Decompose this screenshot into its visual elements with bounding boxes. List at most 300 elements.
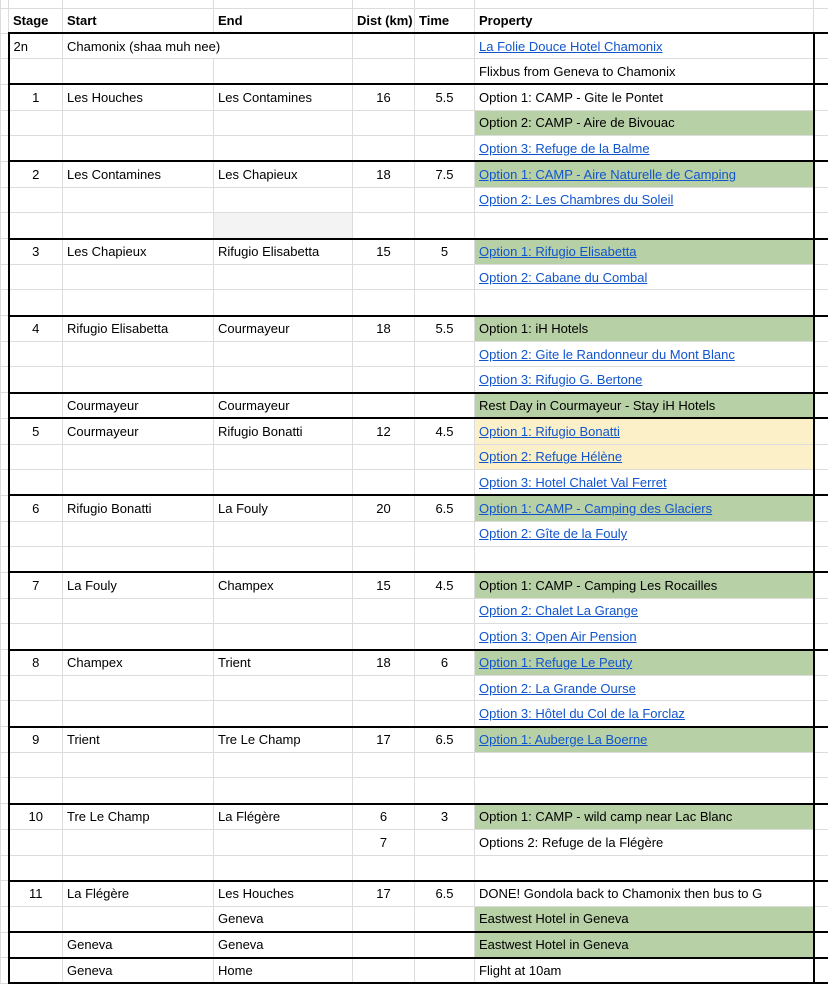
header-stage[interactable]: Stage: [9, 8, 63, 33]
cell-time[interactable]: [415, 598, 475, 624]
cell-time[interactable]: [415, 829, 475, 855]
cell-start[interactable]: [63, 598, 214, 624]
cell-time[interactable]: [415, 136, 475, 162]
table-row: [1, 495, 828, 521]
cell-start[interactable]: [63, 778, 214, 804]
cell-end[interactable]: Tre Le Champ: [214, 727, 353, 753]
property-link[interactable]: Option 3: Hotel Chalet Val Ferret: [479, 474, 667, 490]
cell-start[interactable]: [63, 906, 214, 932]
cell-property[interactable]: [475, 650, 814, 676]
cell-property[interactable]: [475, 624, 814, 650]
cell-end[interactable]: [214, 444, 353, 470]
cell-dist[interactable]: [353, 624, 415, 650]
cell-time[interactable]: [415, 341, 475, 367]
cell-end[interactable]: [214, 264, 353, 290]
row-margin-cell: [1, 444, 9, 470]
cell-property[interactable]: [475, 495, 814, 521]
cell-property[interactable]: [475, 239, 814, 265]
cell-stage[interactable]: [9, 393, 63, 419]
property-link[interactable]: Option 2: Gite le Randonneur du Mont Blanc: [479, 346, 735, 362]
cell-end[interactable]: [214, 778, 353, 804]
table-row: [1, 393, 828, 419]
cell-dist[interactable]: 18: [353, 650, 415, 676]
cell-stage[interactable]: [9, 855, 63, 881]
cell-time[interactable]: 3: [415, 804, 475, 830]
cell-time[interactable]: [415, 855, 475, 881]
cell-stage[interactable]: 2n: [9, 33, 63, 59]
row-margin-cell: [1, 495, 9, 521]
cell-end[interactable]: Rifugio Bonatti: [214, 418, 353, 444]
cell-time[interactable]: 4.5: [415, 572, 475, 598]
cell-dist[interactable]: [353, 341, 415, 367]
cell-dist[interactable]: 18: [353, 316, 415, 342]
cell-property[interactable]: [475, 444, 814, 470]
cell-end[interactable]: [214, 213, 353, 239]
property-link[interactable]: Option 3: Open Air Pension: [479, 628, 637, 644]
table-row: [1, 264, 828, 290]
cell-stage[interactable]: 10: [9, 804, 63, 830]
property-link[interactable]: Option 2: Les Chambres du Soleil: [479, 192, 674, 208]
clipped-cell: [353, 0, 415, 8]
table-row: [1, 341, 828, 367]
cell-dist[interactable]: 15: [353, 239, 415, 265]
cell-time[interactable]: [415, 752, 475, 778]
cell-end[interactable]: [214, 521, 353, 547]
cell-start[interactable]: Geneva: [63, 932, 214, 958]
cell-start[interactable]: Rifugio Elisabetta: [63, 316, 214, 342]
cell-stage[interactable]: [9, 752, 63, 778]
cell-property[interactable]: [475, 572, 814, 598]
cell-dist[interactable]: [353, 264, 415, 290]
cell-end[interactable]: La Fouly: [214, 495, 353, 521]
cell-time[interactable]: [415, 521, 475, 547]
cell-time[interactable]: [415, 59, 475, 85]
cell-start[interactable]: [63, 855, 214, 881]
cell-stage[interactable]: 4: [9, 316, 63, 342]
row-margin-cell: [1, 650, 9, 676]
cell-end[interactable]: Champex: [214, 572, 353, 598]
cell-dist[interactable]: [353, 444, 415, 470]
cell-stage[interactable]: 9: [9, 727, 63, 753]
cell-dist[interactable]: [353, 393, 415, 419]
cell-dist[interactable]: [353, 932, 415, 958]
row-margin-cell: [814, 855, 828, 881]
table-row: [1, 213, 828, 239]
cell-time[interactable]: [415, 701, 475, 727]
header-dist[interactable]: Dist (km): [353, 8, 415, 33]
cell-dist[interactable]: [353, 290, 415, 316]
cell-start[interactable]: [63, 547, 214, 573]
cell-start[interactable]: [63, 752, 214, 778]
header-margin-cell: [814, 8, 828, 33]
row-margin-cell: [814, 547, 828, 573]
cell-start[interactable]: [63, 213, 214, 239]
cell-property[interactable]: [475, 521, 814, 547]
cell-time[interactable]: [415, 547, 475, 573]
cell-stage[interactable]: [9, 341, 63, 367]
cell-dist[interactable]: 12: [353, 418, 415, 444]
cell-dist[interactable]: 16: [353, 84, 415, 110]
header-start[interactable]: Start: [63, 8, 214, 33]
cell-time[interactable]: 5.5: [415, 84, 475, 110]
cell-time[interactable]: [415, 187, 475, 213]
cell-dist[interactable]: [353, 59, 415, 85]
property-link[interactable]: Option 2: Chalet La Grange: [479, 603, 638, 619]
cell-dist[interactable]: [353, 521, 415, 547]
cell-stage[interactable]: [9, 778, 63, 804]
cell-dist[interactable]: [353, 701, 415, 727]
property-link[interactable]: Option 1: CAMP - Aire Naturelle de Camping: [479, 167, 736, 183]
property-link[interactable]: Option 2: Gîte de la Fouly: [479, 526, 628, 542]
table-row: [1, 59, 828, 85]
row-margin-cell: [1, 675, 9, 701]
cell-stage[interactable]: [9, 290, 63, 316]
cell-end[interactable]: Geneva: [214, 932, 353, 958]
property-link[interactable]: Option 1: Auberge La Boerne: [479, 732, 648, 748]
clipped-cell: [475, 0, 814, 8]
cell-start[interactable]: Les Houches: [63, 84, 214, 110]
cell-start[interactable]: [63, 187, 214, 213]
cell-start[interactable]: [63, 624, 214, 650]
cell-end[interactable]: [214, 547, 353, 573]
property-link[interactable]: Option 1: Refuge Le Peuty: [479, 655, 633, 671]
cell-start[interactable]: Champex: [63, 650, 214, 676]
cell-time[interactable]: [415, 778, 475, 804]
table-row: [1, 701, 828, 727]
cell-property[interactable]: [475, 84, 814, 110]
row-margin-cell: [814, 264, 828, 290]
cell-dist[interactable]: [353, 470, 415, 496]
row-margin-cell: [814, 727, 828, 753]
cell-start[interactable]: [63, 470, 214, 496]
cell-stage[interactable]: [9, 59, 63, 85]
row-margin-cell: [814, 316, 828, 342]
header-property[interactable]: Property: [475, 8, 814, 33]
cell-stage[interactable]: 2: [9, 161, 63, 187]
row-margin-cell: [1, 187, 9, 213]
cell-dist[interactable]: 6: [353, 804, 415, 830]
cell-dist[interactable]: 17: [353, 727, 415, 753]
cell-time[interactable]: [415, 213, 475, 239]
cell-dist[interactable]: [353, 547, 415, 573]
cell-start[interactable]: [63, 264, 214, 290]
row-margin-cell: [814, 521, 828, 547]
cell-stage[interactable]: 6: [9, 495, 63, 521]
row-margin-cell: [1, 829, 9, 855]
property-link[interactable]: Option 1: CAMP - Camping des Glaciers: [479, 500, 713, 516]
cell-dist[interactable]: [353, 33, 415, 59]
cell-stage[interactable]: [9, 213, 63, 239]
cell-end[interactable]: [214, 136, 353, 162]
row-margin-cell: [814, 958, 828, 984]
cell-end[interactable]: [214, 598, 353, 624]
row-margin-cell: [1, 701, 9, 727]
property-link[interactable]: Option 1: Rifugio Elisabetta: [479, 244, 637, 260]
cell-stage[interactable]: [9, 470, 63, 496]
cell-dist[interactable]: [353, 778, 415, 804]
row-margin-cell: [1, 855, 9, 881]
cell-start[interactable]: [63, 59, 214, 85]
cell-property[interactable]: [475, 675, 814, 701]
cell-stage[interactable]: [9, 675, 63, 701]
cell-end[interactable]: Home: [214, 958, 353, 984]
cell-start[interactable]: Courmayeur: [63, 393, 214, 419]
cell-start[interactable]: [63, 136, 214, 162]
cell-start[interactable]: Rifugio Bonatti: [63, 495, 214, 521]
cell-dist[interactable]: 17: [353, 881, 415, 907]
property-text: Options 2: Refuge de la Flégère: [479, 834, 664, 850]
cell-end[interactable]: Rifugio Elisabetta: [214, 239, 353, 265]
row-margin-cell: [1, 752, 9, 778]
cell-property[interactable]: [475, 33, 814, 59]
cell-property[interactable]: [475, 804, 814, 830]
cell-start[interactable]: Trient: [63, 727, 214, 753]
cell-property[interactable]: [475, 727, 814, 753]
cell-end[interactable]: [214, 752, 353, 778]
property-link[interactable]: Option 3: Hôtel du Col de la Forclaz: [479, 705, 685, 721]
row-margin-cell: [814, 881, 828, 907]
cell-end[interactable]: Geneva: [214, 906, 353, 932]
cell-stage[interactable]: [9, 521, 63, 547]
cell-stage[interactable]: [9, 906, 63, 932]
cell-time[interactable]: [415, 906, 475, 932]
header-time[interactable]: Time: [415, 8, 475, 33]
cell-property[interactable]: [475, 290, 814, 316]
cell-dist[interactable]: [353, 598, 415, 624]
cell-dist[interactable]: 18: [353, 161, 415, 187]
cell-end[interactable]: [214, 59, 353, 85]
cell-end[interactable]: Trient: [214, 650, 353, 676]
cell-stage[interactable]: [9, 829, 63, 855]
cell-start[interactable]: Tre Le Champ: [63, 804, 214, 830]
cell-end[interactable]: Courmayeur: [214, 393, 353, 419]
table-row: [1, 136, 828, 162]
cell-dist[interactable]: [353, 187, 415, 213]
property-link[interactable]: La Folie Douce Hotel Chamonix: [479, 38, 663, 54]
row-margin-cell: [1, 624, 9, 650]
cell-start[interactable]: [63, 444, 214, 470]
cell-end[interactable]: Les Houches: [214, 881, 353, 907]
cell-stage[interactable]: 7: [9, 572, 63, 598]
cell-start[interactable]: [63, 675, 214, 701]
cell-time[interactable]: [415, 264, 475, 290]
cell-time[interactable]: 6.5: [415, 727, 475, 753]
cell-start[interactable]: [63, 290, 214, 316]
row-margin-cell: [814, 110, 828, 136]
property-link[interactable]: Option 2: Refuge Hélène: [479, 449, 623, 465]
cell-time[interactable]: [415, 367, 475, 393]
cell-start[interactable]: Geneva: [63, 958, 214, 984]
row-margin-cell: [1, 598, 9, 624]
clipped-cell: [1, 0, 9, 8]
cell-property[interactable]: [475, 136, 814, 162]
cell-time[interactable]: [415, 290, 475, 316]
table-row: [1, 958, 828, 984]
cell-start[interactable]: Les Contamines: [63, 161, 214, 187]
cell-dist[interactable]: [353, 958, 415, 984]
cell-end[interactable]: [214, 290, 353, 316]
cell-time[interactable]: 7.5: [415, 161, 475, 187]
cell-start[interactable]: [63, 829, 214, 855]
cell-dist[interactable]: [353, 675, 415, 701]
clipped-top-row: [1, 0, 828, 8]
cell-start[interactable]: [63, 367, 214, 393]
cell-property[interactable]: [475, 110, 814, 136]
row-margin-cell: [1, 136, 9, 162]
cell-property[interactable]: [475, 547, 814, 573]
cell-stage[interactable]: [9, 136, 63, 162]
property-link[interactable]: Option 2: La Grande Ourse: [479, 680, 636, 696]
cell-end[interactable]: [214, 829, 353, 855]
cell-time[interactable]: 4.5: [415, 418, 475, 444]
cell-end[interactable]: Les Contamines: [214, 84, 353, 110]
cell-dist[interactable]: 20: [353, 495, 415, 521]
cell-time[interactable]: [415, 33, 475, 59]
cell-stage[interactable]: 5: [9, 418, 63, 444]
property-link[interactable]: Option 3: Refuge de la Balme: [479, 140, 650, 156]
cell-dist[interactable]: 15: [353, 572, 415, 598]
cell-dist[interactable]: [353, 110, 415, 136]
row-margin-cell: [1, 572, 9, 598]
row-margin-cell: [814, 650, 828, 676]
cell-start[interactable]: Chamonix (shaa muh nee): [63, 33, 353, 59]
cell-stage[interactable]: [9, 444, 63, 470]
cell-property[interactable]: [475, 341, 814, 367]
property-link[interactable]: Option 2: Cabane du Combal: [479, 269, 648, 285]
cell-end[interactable]: [214, 675, 353, 701]
cell-property[interactable]: [475, 752, 814, 778]
cell-time[interactable]: [415, 624, 475, 650]
cell-end[interactable]: [214, 187, 353, 213]
cell-property[interactable]: [475, 855, 814, 881]
cell-property[interactable]: [475, 906, 814, 932]
cell-stage[interactable]: [9, 624, 63, 650]
row-margin-cell: [814, 778, 828, 804]
cell-time[interactable]: 6: [415, 650, 475, 676]
table-row: [1, 624, 828, 650]
cell-time[interactable]: [415, 958, 475, 984]
cell-dist[interactable]: [353, 855, 415, 881]
property-link[interactable]: Option 1: Rifugio Bonatti: [479, 423, 620, 439]
cell-start[interactable]: [63, 521, 214, 547]
cell-time[interactable]: [415, 932, 475, 958]
cell-stage[interactable]: [9, 187, 63, 213]
cell-start[interactable]: [63, 341, 214, 367]
sheet-body: [1, 33, 828, 983]
cell-property[interactable]: [475, 470, 814, 496]
cell-time[interactable]: [415, 444, 475, 470]
cell-dist[interactable]: [353, 367, 415, 393]
cell-end[interactable]: La Flégère: [214, 804, 353, 830]
cell-start[interactable]: La Flégère: [63, 881, 214, 907]
cell-time[interactable]: 5: [415, 239, 475, 265]
cell-stage[interactable]: [9, 547, 63, 573]
cell-property[interactable]: [475, 393, 814, 419]
cell-start[interactable]: Les Chapieux: [63, 239, 214, 265]
cell-property[interactable]: [475, 264, 814, 290]
cell-stage[interactable]: [9, 264, 63, 290]
cell-time[interactable]: [415, 393, 475, 419]
row-margin-cell: [814, 444, 828, 470]
row-margin-cell: [1, 521, 9, 547]
cell-start[interactable]: La Fouly: [63, 572, 214, 598]
cell-start[interactable]: Courmayeur: [63, 418, 214, 444]
cell-end[interactable]: Les Chapieux: [214, 161, 353, 187]
cell-property[interactable]: [475, 778, 814, 804]
cell-time[interactable]: 5.5: [415, 316, 475, 342]
cell-end[interactable]: [214, 367, 353, 393]
row-margin-cell: [814, 932, 828, 958]
cell-dist[interactable]: 7: [353, 829, 415, 855]
cell-stage[interactable]: [9, 701, 63, 727]
cell-property[interactable]: [475, 598, 814, 624]
cell-end[interactable]: [214, 855, 353, 881]
cell-stage[interactable]: [9, 367, 63, 393]
cell-end[interactable]: Courmayeur: [214, 316, 353, 342]
cell-stage[interactable]: 8: [9, 650, 63, 676]
cell-stage[interactable]: 1: [9, 84, 63, 110]
cell-end[interactable]: [214, 701, 353, 727]
header-row: [1, 8, 828, 33]
cell-stage[interactable]: [9, 932, 63, 958]
cell-property[interactable]: [475, 701, 814, 727]
cell-property[interactable]: [475, 829, 814, 855]
cell-stage[interactable]: 3: [9, 239, 63, 265]
cell-property[interactable]: [475, 367, 814, 393]
cell-start[interactable]: [63, 110, 214, 136]
cell-property[interactable]: [475, 958, 814, 984]
cell-time[interactable]: 6.5: [415, 495, 475, 521]
row-margin-cell: [1, 804, 9, 830]
row-margin-cell: [814, 393, 828, 419]
cell-property[interactable]: [475, 187, 814, 213]
cell-end[interactable]: [214, 341, 353, 367]
header-end[interactable]: End: [214, 8, 353, 33]
cell-time[interactable]: [415, 110, 475, 136]
cell-stage[interactable]: [9, 598, 63, 624]
cell-property[interactable]: [475, 316, 814, 342]
table-row: [1, 778, 828, 804]
cell-end[interactable]: [214, 624, 353, 650]
cell-start[interactable]: [63, 701, 214, 727]
cell-dist[interactable]: [353, 136, 415, 162]
property-link[interactable]: Option 3: Rifugio G. Bertone: [479, 372, 643, 388]
row-margin-cell: [814, 341, 828, 367]
cell-stage[interactable]: [9, 958, 63, 984]
cell-stage[interactable]: 11: [9, 881, 63, 907]
cell-property[interactable]: [475, 213, 814, 239]
cell-property[interactable]: [475, 932, 814, 958]
table-row: [1, 906, 828, 932]
property-text: Eastwest Hotel in Geneva: [479, 937, 629, 953]
cell-dist[interactable]: [353, 213, 415, 239]
cell-property[interactable]: [475, 881, 814, 907]
cell-stage[interactable]: [9, 110, 63, 136]
cell-property[interactable]: [475, 418, 814, 444]
cell-property[interactable]: [475, 59, 814, 85]
cell-dist[interactable]: [353, 752, 415, 778]
property-text: Eastwest Hotel in Geneva: [479, 911, 629, 927]
cell-dist[interactable]: [353, 906, 415, 932]
cell-time[interactable]: [415, 470, 475, 496]
cell-end[interactable]: [214, 470, 353, 496]
cell-end[interactable]: [214, 110, 353, 136]
table-row: [1, 33, 828, 59]
cell-time[interactable]: 6.5: [415, 881, 475, 907]
table-row: [1, 290, 828, 316]
cell-property[interactable]: [475, 161, 814, 187]
cell-time[interactable]: [415, 675, 475, 701]
